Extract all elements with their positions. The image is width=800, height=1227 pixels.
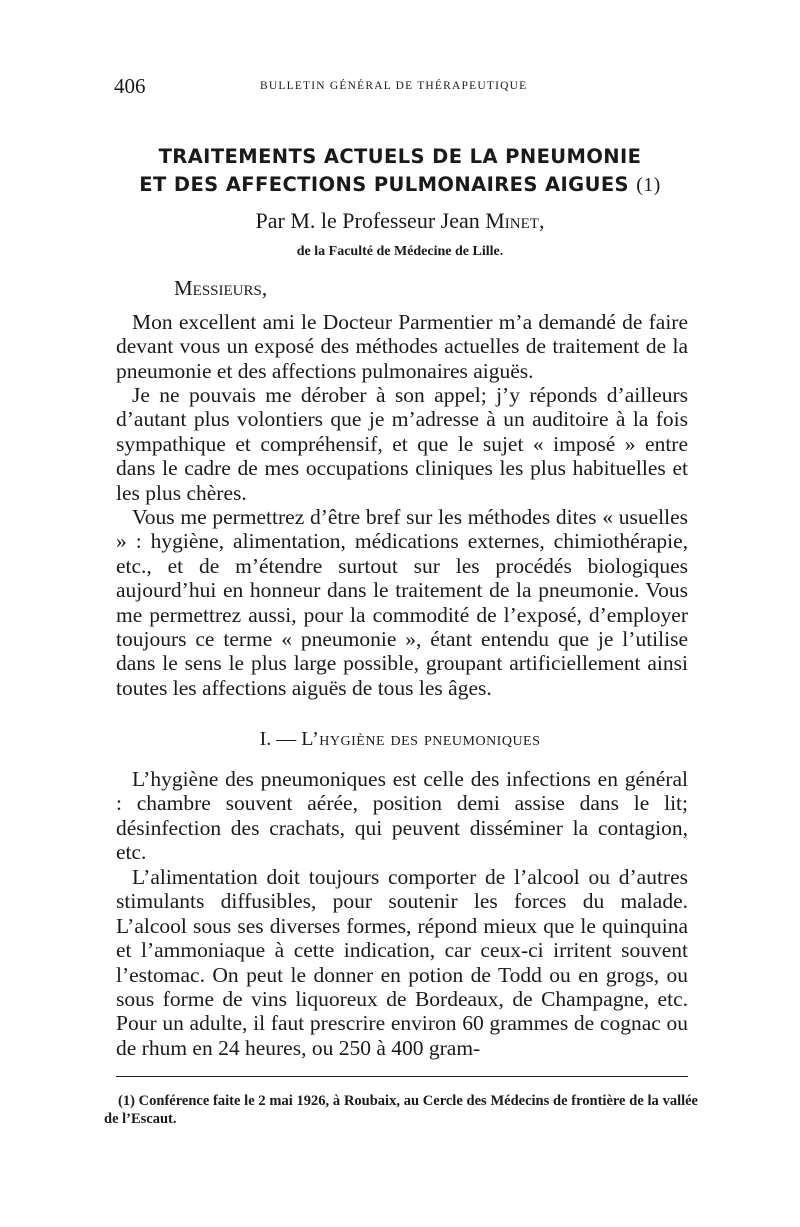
section-title: L’hygiène des pneumoniques xyxy=(301,728,541,750)
footnote: (1) Conférence faite le 2 mai 1926, à Roubaix, au Cercle des Médecins de frontière de la vallée de l’Escaut. xyxy=(104,1093,698,1127)
author-prefix: Par M. le Professeur Jean xyxy=(255,208,486,233)
running-title: BULLETIN GÉNÉRAL DE THÉRAPEUTIQUE xyxy=(260,80,528,92)
author-affiliation: de la Faculté de Médecine de Lille. xyxy=(296,244,504,259)
article-title xyxy=(100,143,700,199)
salutation: Messieurs, xyxy=(174,276,268,300)
author-name: Minet xyxy=(485,208,539,233)
title-footnote-mark: (1) xyxy=(636,174,661,196)
section-number: I. — xyxy=(259,728,297,750)
title-line-2: ET DES AFFECTIONS PULMONAIRES AIGUES xyxy=(139,173,629,196)
author-line xyxy=(100,208,700,234)
author-suffix: , xyxy=(538,208,545,233)
title-line-1: TRAITEMENTS ACTUELS DE LA PNEUMONIE xyxy=(158,145,642,168)
page-number: 406 xyxy=(114,74,146,98)
section-paragraph-2: L’alimentation doit toujours comporter de l’alcool ou d’autres stimulants diffusibles, pour soutenir les forces du malade. L’alcool sous ses diverses formes, répond mieux que le quinquina et l’ammoniaque à cette indication, car ceux-ci irritent souvent l’estomac. On peut le donner en potion de Todd ou en grogs, ou sous forme de vins liquoreux de Bordeaux, de Champagne, etc. Pour un adulte, il faut prescrire environ 60 grammes de cognac ou de rhum en 24 heures, ou 250 à 400 gram- xyxy=(116,865,688,1060)
running-header xyxy=(114,74,686,98)
section-heading xyxy=(100,728,700,751)
footnote-rule xyxy=(116,1076,688,1077)
section-paragraph-1: L’hygiène des pneumoniques est celle des infections en général : chambre souvent aérée, position demi assise dans le lit; désinfection des crachats, qui peuvent disséminer la contagion, etc. xyxy=(116,767,688,865)
paragraph-3: Vous me permettrez d’être bref sur les méthodes dites « usuelles » : hygiène, alimentation, médications externes, chimiothérapie, etc., et de m’étendre surtout sur les procédés biologiques aujourd’hui en honneur dans le traitement de la pneumonie. Vous me permettrez aussi, pour la commodité de l’exposé, d’employer toujours ce terme « pneumonie », étant entendu que je l’utilise dans le sens le plus large possible, groupant artificiellement ainsi toutes les affections aiguës de tous les âges. xyxy=(116,505,688,700)
paragraph-1: Mon excellent ami le Docteur Parmentier m’a demandé de faire devant vous un exposé des méthodes actuelles de traitement de la pneumonie et des affections pulmonaires aiguës. xyxy=(116,310,688,383)
paragraph-2: Je ne pouvais me dérober à son appel; j’y réponds d’ailleurs d’autant plus volontiers que je m’adresse à un auditoire à la fois sympathique et compréhensif, et que le sujet « imposé » entre dans le cadre de mes occupations cliniques les plus habituelles et les plus chères. xyxy=(116,383,688,505)
